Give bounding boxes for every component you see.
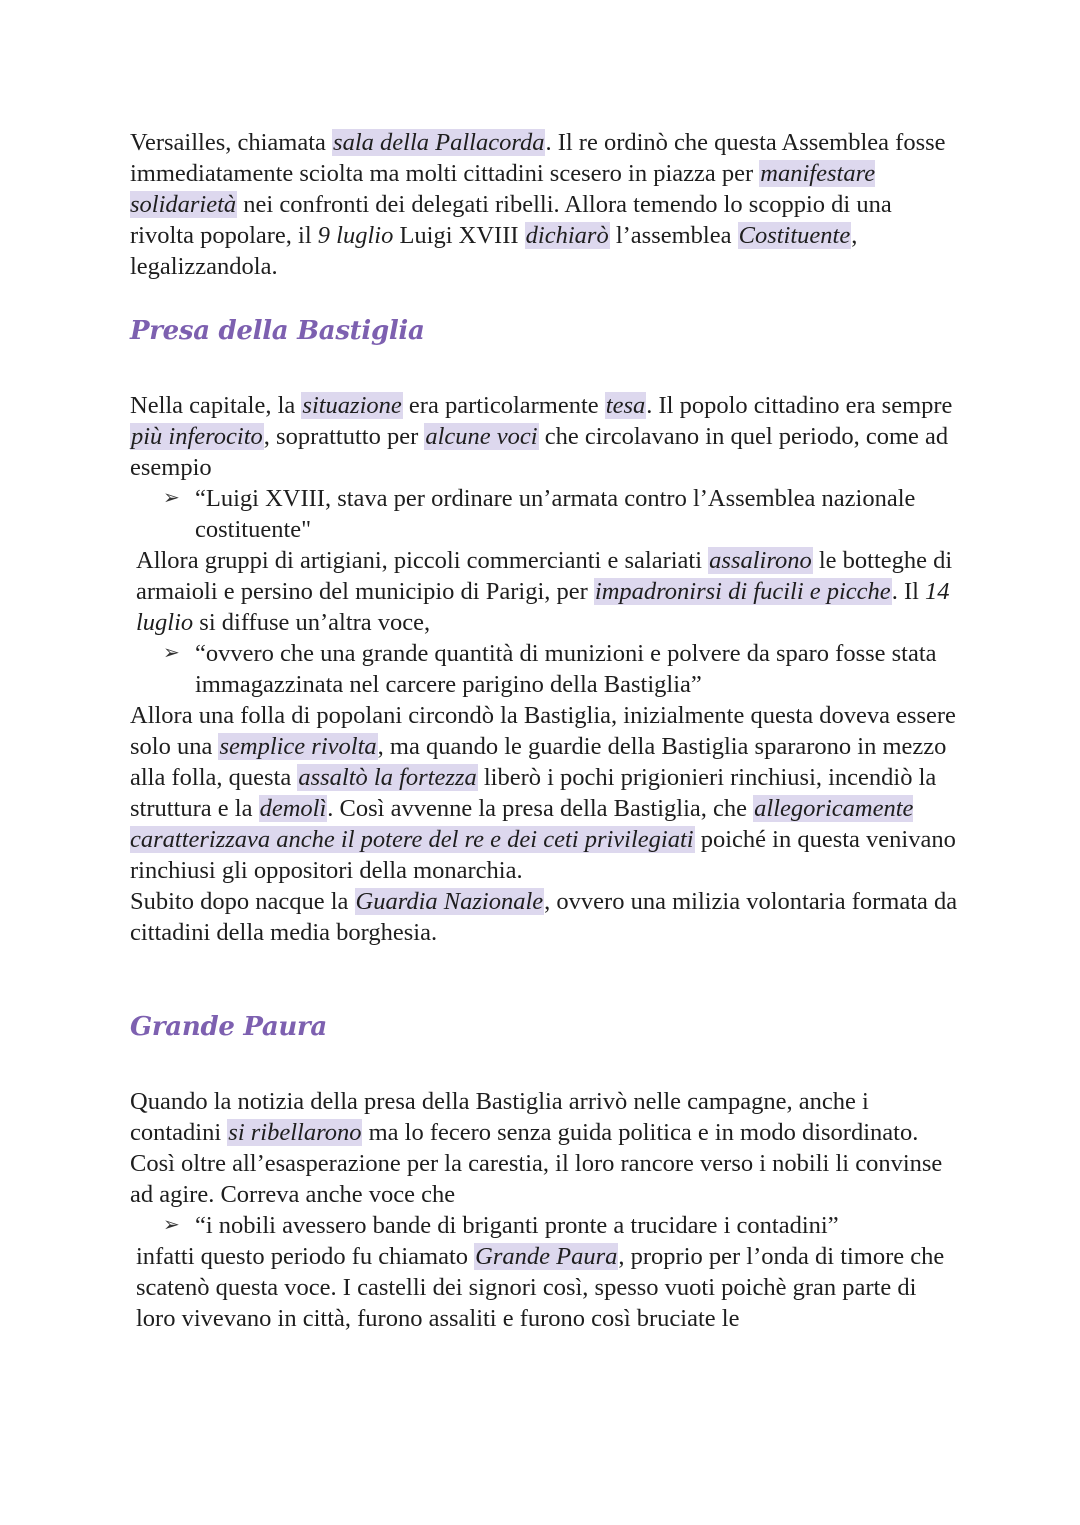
text-segment: , proprio per l’onda di timore che scatenò questa voce. I castelli dei signori così, spesso vuoti poichè gran parte di loro vivevano in città, furono assaliti e furono così bruciate le <box>136 1243 945 1332</box>
quote-text: “ovvero che una grande quantità di munizioni e polvere da sparo fosse stata immagazzinata nel carcere parigino della Bastiglia” <box>195 640 937 698</box>
text-segment: nei confronti dei delegati ribelli. Allora temendo lo scoppio di una rivolta popolare, il <box>130 191 892 249</box>
paragraph-folla <box>130 700 960 886</box>
arrow-bullet-icon: ➢ <box>163 1214 180 1236</box>
text-segment: infatti questo periodo fu chiamato <box>136 1243 475 1270</box>
highlighted-text: semplice rivolta <box>219 733 377 760</box>
highlighted-text: situazione <box>302 392 402 419</box>
text-segment: , legalizzandola. <box>130 222 858 280</box>
paragraph-artigiani <box>130 545 960 638</box>
highlighted-text: assaltò la fortezza <box>298 764 477 791</box>
document-page <box>130 127 960 1334</box>
text-segment: che circolavano in quel periodo, come ad esempio <box>130 423 949 481</box>
highlighted-text: assalirono <box>709 547 812 574</box>
text-segment: , ovvero una milizia volontaria formata da cittadini della media borghesia. <box>130 888 958 946</box>
highlighted-text: tesa <box>605 392 646 419</box>
quote-text: “Luigi XVIII, stava per ordinare un’armata contro l’Assemblea nazionale costituente" <box>195 485 916 543</box>
highlighted-text: Grande Paura <box>475 1243 618 1270</box>
text-segment: . Il popolo cittadino era sempre <box>646 392 953 419</box>
highlighted-text: demolì <box>259 795 327 822</box>
highlighted-text: più inferocito <box>131 423 263 450</box>
text-segment: , ma quando le guardie della Bastiglia spararono in mezzo alla folla, questa <box>130 733 947 791</box>
text-segment: . Il <box>891 578 926 605</box>
quote-munizioni <box>130 638 960 700</box>
text-segment: poiché in questa venivano rinchiusi gli oppositori della monarchia. <box>130 826 956 884</box>
heading-presa-bastiglia: Presa della Bastiglia <box>130 316 425 346</box>
text-segment: Subito dopo nacque la <box>130 888 355 915</box>
paragraph-guardia <box>130 886 960 948</box>
quote-luigi <box>130 483 960 545</box>
text-segment: Versailles, chiamata <box>130 129 333 156</box>
text-segment: le botteghe di armaioli e persino del municipio di Parigi, per <box>136 547 953 605</box>
arrow-bullet-icon: ➢ <box>163 487 180 509</box>
highlighted-text: Costituente <box>738 222 851 249</box>
highlighted-text: manifestare solidarietà <box>130 160 876 218</box>
text-segment: 14 luglio <box>136 578 950 636</box>
paragraph-campagne <box>130 1086 960 1210</box>
arrow-bullet-icon: ➢ <box>163 642 180 664</box>
text-segment: Nella capitale, la <box>130 392 302 419</box>
highlighted-text: allegoricamente caratterizzava anche il potere del re e dei ceti privilegiati <box>130 795 914 853</box>
text-segment: Luigi XVIII <box>393 222 525 249</box>
paragraph-capitale <box>130 390 960 483</box>
text-segment: . Così avvenne la presa della Bastiglia, che <box>327 795 754 822</box>
text-segment: . Il re ordinò che questa Assemblea fosse immediatamente sciolta ma molti cittadini scesero in piazza per <box>130 129 946 187</box>
quote-nobili <box>130 1210 960 1241</box>
text-segment: ma lo fecero senza guida politica e in modo disordinato. Così oltre all’esasperazione per la carestia, il loro rancore verso i nobili li convinse ad agire. Correva anche voce che <box>130 1119 943 1208</box>
text-segment: Allora una folla di popolani circondò la Bastiglia, inizialmente questa doveva essere solo una <box>130 702 956 760</box>
text-segment: liberò i pochi prigionieri rinchiusi, incendiò la struttura e la <box>130 764 937 822</box>
highlighted-text: impadronirsi di fucili e picche <box>594 578 891 605</box>
highlighted-text: alcune voci <box>425 423 538 450</box>
text-segment: , soprattutto per <box>263 423 425 450</box>
quote-text: “i nobili avessero bande di briganti pronte a trucidare i contadini” <box>195 1212 839 1239</box>
text-segment: Allora gruppi di artigiani, piccoli commercianti e salariati <box>136 547 709 574</box>
heading-grande-paura: Grande Paura <box>130 1012 327 1042</box>
highlighted-text: Guardia Nazionale <box>355 888 544 915</box>
highlighted-text: dichiarò <box>525 222 609 249</box>
text-segment: Quando la notizia della presa della Bastiglia arrivò nelle campagne, anche i contadini <box>130 1088 869 1146</box>
paragraph-castelli <box>130 1241 960 1334</box>
text-segment: era particolarmente <box>402 392 605 419</box>
text-segment: 9 luglio <box>317 222 394 249</box>
highlighted-text: si ribellarono <box>228 1119 362 1146</box>
paragraph-assemblea <box>130 127 960 282</box>
text-segment: si diffuse un’altra voce, <box>193 609 431 636</box>
highlighted-text: sala della Pallacorda <box>333 129 545 156</box>
text-segment: l’assemblea <box>609 222 738 249</box>
